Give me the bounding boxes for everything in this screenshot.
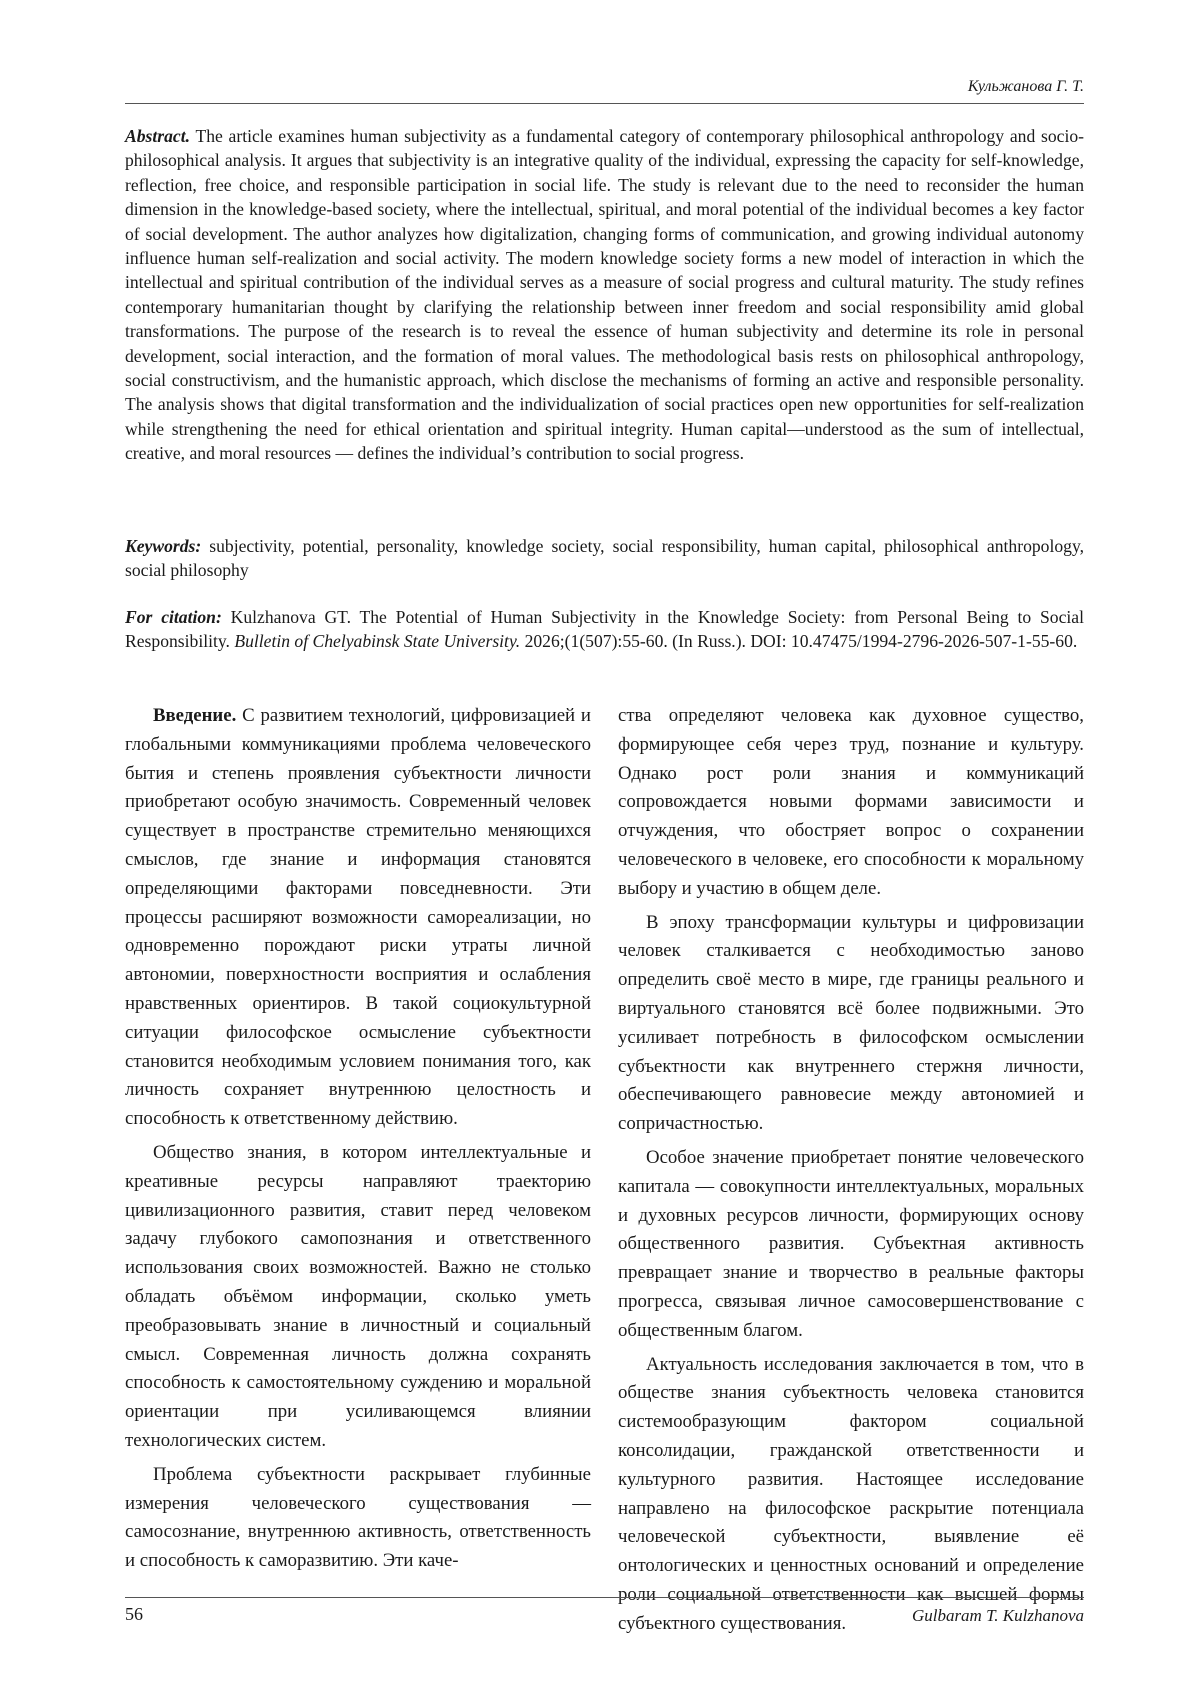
body-column-right [618, 702, 1084, 1644]
paragraph: В эпоху трансформации культуры и цифровизации человек сталкивается с необходимостью заново определить своё место в мире, где границы реального и виртуального становятся всё более подвижными. Это усиливает потребность в философском осмыслении субъектности как внутреннего стержня личности, обеспечивающего равновесие между автономией и сопричастностью. [618, 911, 1084, 1135]
header-rule [125, 103, 1084, 104]
footer-author: Gulbaram T. Kulzhanova [911, 1606, 1084, 1625]
citation-label: For citation: [125, 607, 222, 627]
paragraph-introduction [125, 702, 591, 1134]
citation-tail: 2026;(1(507):55-60. (In Russ.). DOI: 10.47475/1994-2796-2026-507-1-55-60. [520, 631, 1078, 652]
paragraph: Особое значение приобретает понятие человеческого капитала — совокупности интеллектуальных, моральных и духовных ресурсов личности, формирующих основу общественного развития. Субъектная активность превращает знание и творчество в реальные факторы прогресса, связывая личное самосовершенствование с общественным благом. [618, 1146, 1084, 1341]
paragraph: Общество знания, в котором интеллектуальные и креативные ресурсы направляют траекторию цивилизационного развития, ставит перед человеком задачу глубокого самопознания и ответственного использования своих возможностей. Важно не столько обладать объёмом информации, сколько уметь преобразовывать знание в личностный и социальный смысл. Современная личность должна сохранять способность к самостоятельному суждению и моральной ориентации при усиливающемся влиянии технологических систем. [125, 1141, 591, 1451]
running-head: Кульжанова Г. Т. [967, 78, 1084, 95]
keywords-label: Keywords: [125, 536, 202, 556]
abstract-label: Abstract. [125, 126, 191, 146]
page-number: 56 [125, 1604, 143, 1624]
citation-text: Kulzhanova GT. The Potential of Human Subjectivity in the Knowledge Society: from Personal Being to Social Responsibility. [125, 607, 1084, 652]
paragraph: Актуальность исследования заключается в том, что в обществе знания субъектность человека становится системообразующим фактором социальной консолидации, гражданской ответственности и культурного развития. Настоящее исследование направлено на философское раскрытие потенциала человеческой субъектности, выявление её онтологических и ценностных оснований и определение роли социальной ответственности как высшей формы субъектного существования. [618, 1353, 1084, 1634]
citation-journal: Bulletin of Chelyabinsk State University. [234, 631, 521, 652]
citation [125, 605, 1084, 654]
abstract-text: The article examines human subjectivity as a fundamental category of contemporary philosophical anthropology and socio-philosophical analysis. It argues that subjectivity is an integrative quality of the individual, expressing the capacity for self-knowledge, reflection, free choice, and responsible participation in social life. The study is relevant due to the need to reconsider the human dimension in the knowledge-based society, where the intellectual, spiritual, and moral potential of the individual becomes a key factor of social development. The author analyzes how digitalization, changing forms of communication, and growing individual autonomy influence human self-realization and social activity. The modern knowledge society forms a new model of interaction in which the intellectual and spiritual contribution of the individual serves as a measure of social progress and cultural maturity. The study refines contemporary humanitarian thought by clarifying the relationship between inner freedom and social responsibility amid global transformations. The purpose of the research is to reveal the essence of human subjectivity and determine its role in personal development, social interaction, and the formation of moral values. The methodological basis rests on philosophical anthropology, social constructivism, and the humanistic approach, which disclose the mechanisms of forming an active and responsible personality. The analysis shows that digital transformation and the individualization of social practices open new opportunities for self-realization while strengthening the need for ethical orientation and spiritual integrity. Human capital—understood as the sum of intellectual, creative, and moral resources — defines the individual’s contribution to social progress. [125, 126, 1084, 464]
keywords-text: subjectivity, potential, personality, knowledge society, social responsibility, human capital, philosophical anthropology, social philosophy [125, 536, 1084, 581]
introduction-text: С развитием технологий, цифровизацией и глобальными коммуникациями проблема человеческого бытия и степень проявления субъектности личности приобретают особую значимость. Современный человек существует в пространстве стремительно меняющихся смыслов, где знание и информация становятся определяющими факторами повседневности. Эти процессы расширяют возможности самореализации, но одновременно порождают риски утраты личной автономии, поверхностности восприятия и ослабления нравственных ориентиров. В такой социокультурной ситуации философское осмысление субъектности становится необходимым условием понимания того, как личность сохраняет внутреннюю целостность и способность к ответственному действию. [125, 705, 591, 1130]
keywords [125, 534, 1084, 583]
paragraph-continued: ства определяют человека как духовное существо, формирующее себя через труд, познание и культуру. Однако рост роли знания и коммуникаций сопровождается новыми формами зависимости и отчуждения, что обостряет вопрос о сохранении человеческого в человеке, его способности к моральному выбору и участию в общем деле. [618, 705, 1084, 899]
body-column-left [125, 702, 591, 1581]
paragraph: Проблема субъектности раскрывает глубинные измерения человеческого существования — самосознание, внутреннюю активность, ответственность и способность к саморазвитию. Эти каче- [125, 1463, 591, 1572]
footer-rule [125, 1597, 1084, 1598]
abstract [125, 124, 1084, 466]
introduction-heading: Введение. [153, 705, 237, 726]
